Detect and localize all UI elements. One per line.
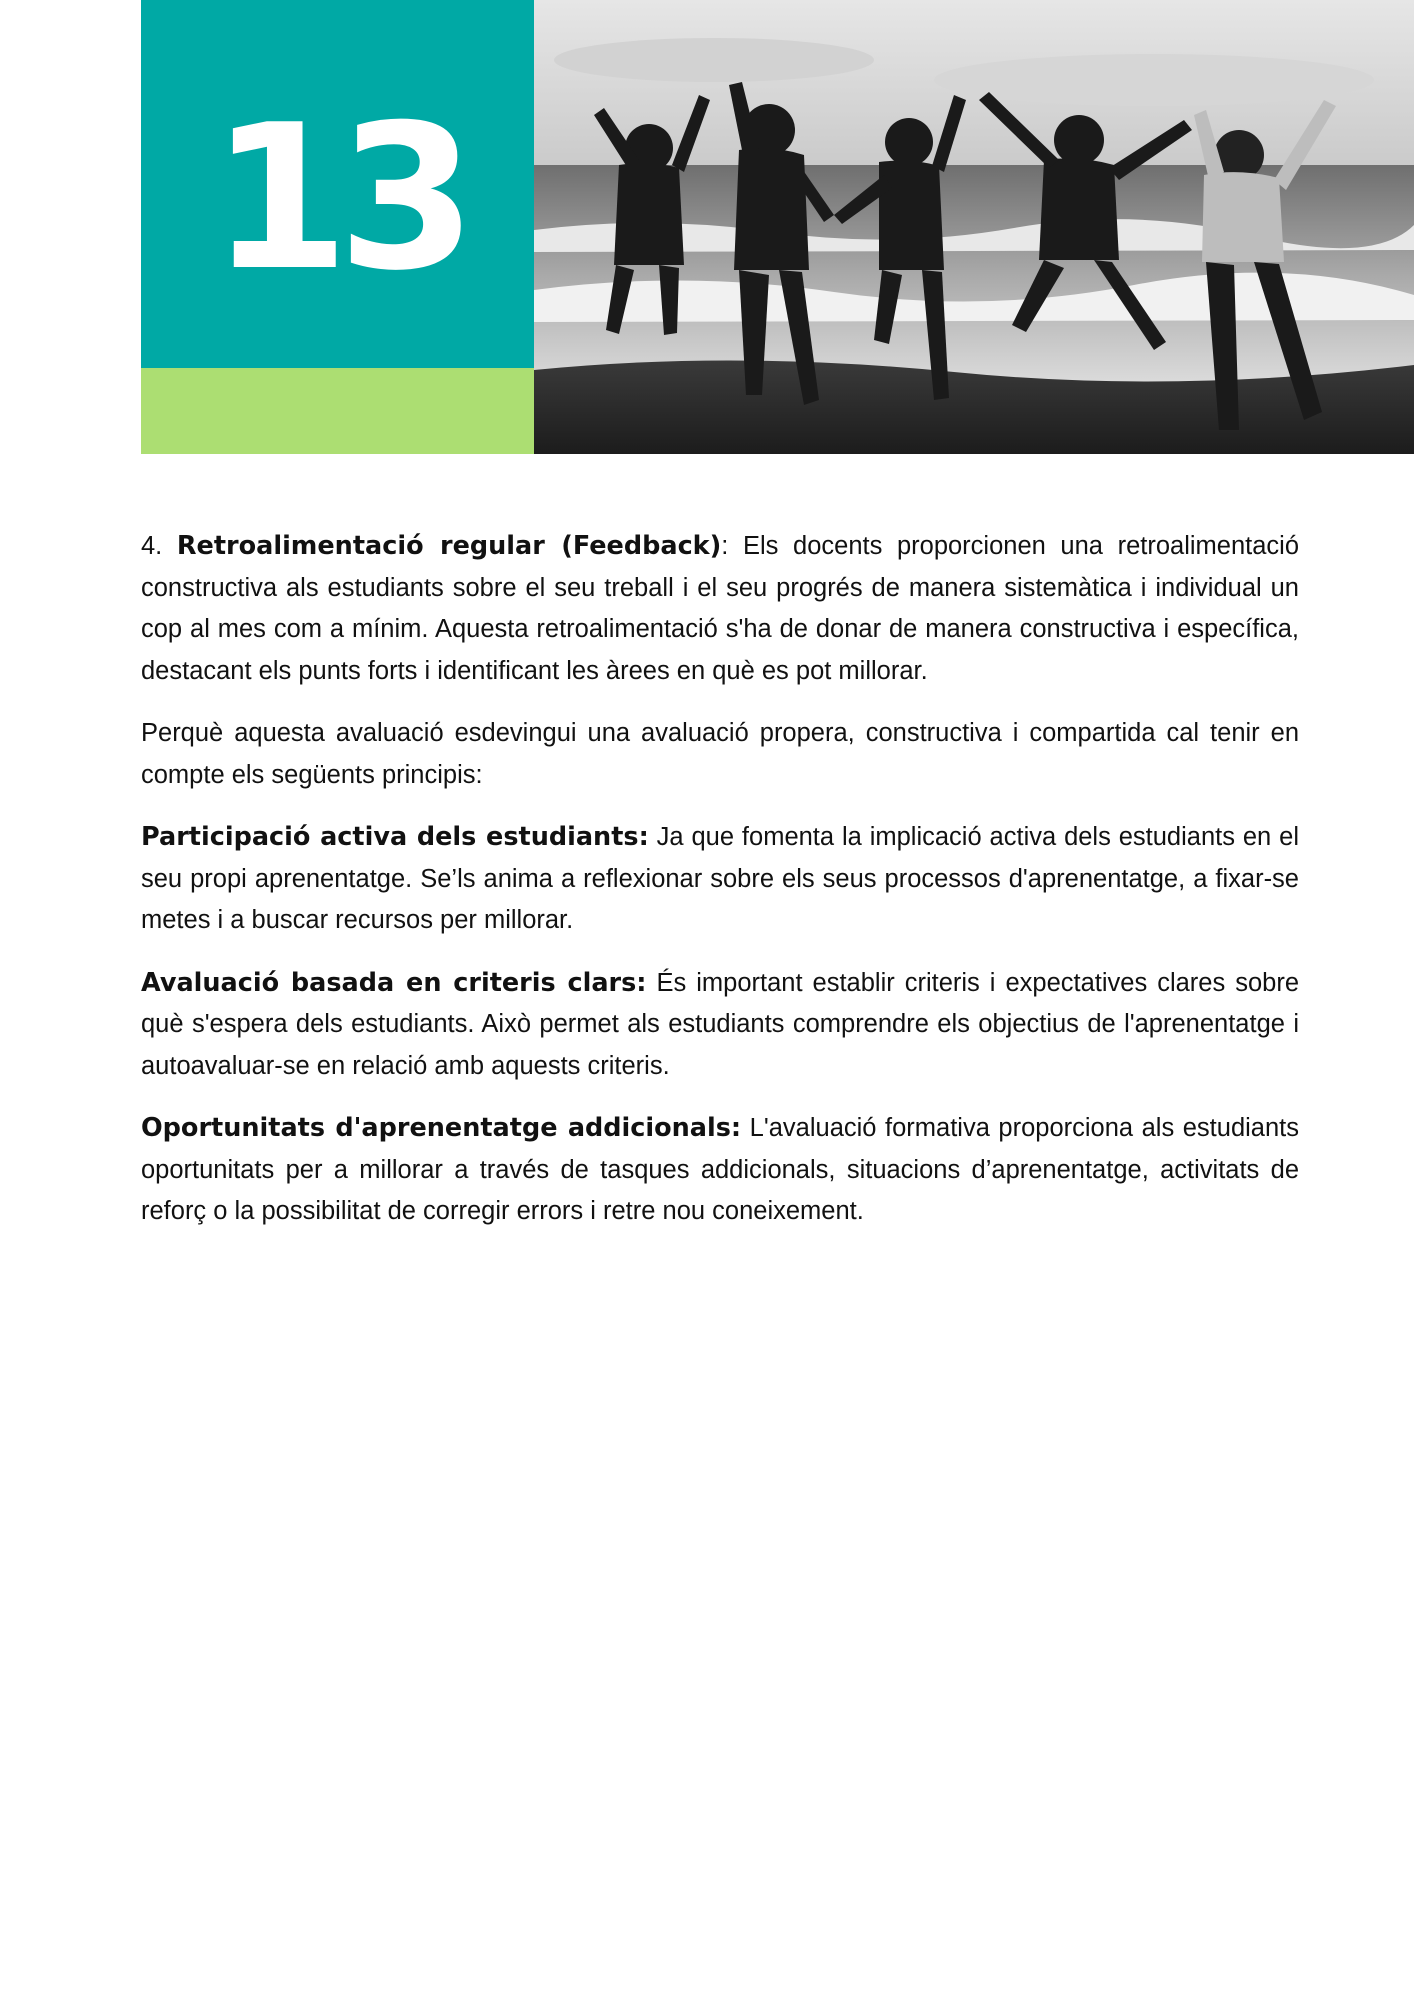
header-photo: [534, 0, 1414, 454]
principle-paragraph: [141, 963, 1299, 1088]
page-number-block: [141, 0, 534, 368]
item-4-title: Retroalimentació regular (: [176, 531, 573, 561]
item-4-number: 4.: [141, 532, 163, 560]
principle-title: Oportunitats d'aprenentatge addicionals:: [141, 1113, 742, 1143]
beach-photo-image: [534, 0, 1414, 454]
principle-text: Ja que fomenta la implicació activa dels estudiants en el seu propi aprenentatge. Se’ls anima a reflexionar sobre els seus processos d'aprenentatge, a fixar-se metes i a buscar recursos per millorar.: [141, 823, 1299, 934]
principle-title: Avaluació basada en criteris clars:: [141, 967, 647, 998]
item-4-title-close: ): [709, 531, 722, 561]
item-4-text: : Els docents proporcionen una retroalimentació constructiva als estudiants sobre el seu treball i el seu progrés de manera sistemàtica i individual un cop al mes com a mínim. Aquesta retroalimentació s'ha de donar de manera constructiva i específica, destacant els punts forts i identificant les àrees en què es pot millorar.: [141, 532, 1300, 685]
principle-title: Participació activa dels estudiants:: [141, 822, 649, 852]
principle-paragraph: [141, 1108, 1299, 1233]
intro-paragraph: Perquè aquesta avaluació esdevingui una avaluació propera, constructiva i compartida cal tenir en compte els següents principis:: [141, 719, 1299, 789]
accent-bar: [141, 368, 534, 454]
item-4-paragraph: [141, 526, 1299, 692]
body-text: [141, 526, 1299, 1254]
principle-paragraph: [141, 817, 1299, 942]
principle-text: És important establir criteris i expectatives clares sobre què s'espera dels estudiants. Això permet als estudiants comprendre els objectius de l'aprenentatge i autoavaluar-se en relació amb aquests criteris.: [141, 968, 1300, 1080]
page-number: 13: [210, 82, 465, 315]
principle-text: L'avaluació formativa proporciona als estudiants oportunitats per a millorar a través de tasques addicionals, situacions d’aprenentatge, activitats de reforç o la possibilitat de corregir errors i retre nou coneixement.: [141, 1114, 1299, 1225]
item-4-title-feedback: Feedback: [572, 531, 710, 561]
